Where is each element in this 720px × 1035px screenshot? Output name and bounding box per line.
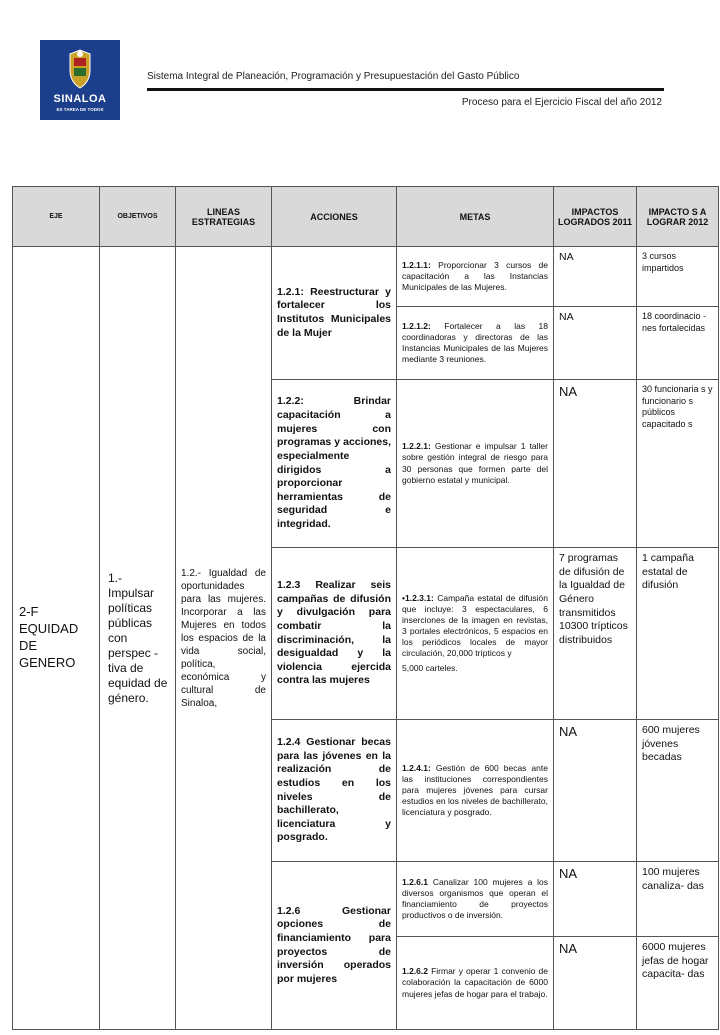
meta-text: Campaña estatal de difusión que incluye: 3 espectaculares, 6 inserciones de la imagen en revistas, 3 portales electrónicos, 5 espacios en los periódicos locales de mayor circulación, 20,000 trípticos y	[402, 592, 548, 659]
logrado-cell: NA	[554, 247, 637, 307]
eje-cell: 2-F EQUIDAD DE GENERO	[13, 247, 100, 1030]
meta-cell	[397, 307, 554, 380]
lograr-cell: 1 campaña estatal de difusión	[637, 548, 719, 720]
header-objetivos: OBJETIVOS	[100, 187, 176, 247]
meta-text: Firmar y operar 1 convenio de colaboración la capacitación de 6000 mujeres jefas de hogar para el trabajo.	[402, 966, 548, 999]
table-row	[13, 247, 719, 307]
meta-cell	[397, 380, 554, 548]
lograr-cell: 6000 mujeres jefas de hogar capacita- das	[637, 937, 719, 1030]
planning-table	[12, 186, 719, 1030]
meta-cell	[397, 720, 554, 862]
objetivo-cell: 1.- Impulsar políticas públicas con perspec -tiva de equidad de género.	[100, 247, 176, 1030]
meta-id: 1.2.6.1	[402, 876, 428, 887]
logrado-cell: NA	[554, 937, 637, 1030]
logrado-cell: NA	[554, 380, 637, 548]
meta-text: Gestión de 600 becas ante las instituciones correspondientes para mujeres jóvenes para cursar estudios en los niveles de bachillerato, licenciatura y posgrado.	[402, 762, 548, 818]
meta-text-2: 5,000 carteles.	[402, 663, 458, 674]
meta-text: Canalizar 100 mujeres a los diversos organismos que operan el financiamiento de proyectos productivos o de inversión.	[402, 876, 548, 921]
meta-id: 1.2.1.2:	[402, 320, 431, 331]
meta-id: 1.2.2.1:	[402, 441, 431, 452]
meta-cell	[397, 548, 554, 720]
table-header-row	[13, 187, 719, 247]
meta-text: Fortalecer a las 18 coordinadoras y directoras de las Instancias Municipales de las Mujeres mediante 3 reuniones.	[402, 320, 548, 365]
header-metas: METAS	[397, 187, 554, 247]
logrado-line-2: 10300 trípticos distribuidos	[559, 620, 628, 646]
lograr-cell: 600 mujeres jóvenes becadas	[637, 720, 719, 862]
meta-cell	[397, 862, 554, 937]
accion-cell: 1.2.2: Brindar capacitación a mujeres con programas y acciones, especialmente dirigidos a proporcionar herramientas de seguridad e integridad.	[272, 380, 397, 548]
logrado-cell: NA	[554, 862, 637, 937]
accion-cell: 1.2.3 Realizar seis campañas de difusión y divulgación para combatir la discriminación, la desigualdad y la violencia ejercida contra las mujeres	[272, 548, 397, 720]
meta-id: 1.2.4.1:	[402, 762, 431, 773]
lograr-cell: 100 mujeres canaliza- das	[637, 862, 719, 937]
header-divider	[147, 88, 664, 91]
header-logrados: IMPACTOS LOGRADOS 2011	[554, 187, 637, 247]
accion-cell: 1.2.4 Gestionar becas para las jóvenes en la realización de estudios en los niveles de bachillerato, licenciatura y posgrado.	[272, 720, 397, 862]
logo-tagline: ES TAREA DE TODOS	[56, 107, 104, 112]
linea-cell: 1.2.- Igualdad de oportunidades para las mujeres. Incorporar a las Mujeres en todos los espacios de la vida social, política, económica y cultural de Sinaloa,	[176, 247, 272, 1030]
meta-cell	[397, 247, 554, 307]
accion-cell: 1.2.6 Gestionar opciones de financiamiento para proyectos de inversión operados por mujeres	[272, 862, 397, 1030]
meta-id: •1.2.3.1:	[402, 592, 434, 603]
meta-text: Gestionar e impulsar 1 taller sobre gestión integral de riesgo para 30 personas que formen parte del gobierno estatal y municipal.	[402, 441, 548, 485]
header-acciones: ACCIONES	[272, 187, 397, 247]
meta-id: 1.2.1.1:	[402, 259, 431, 270]
logrado-cell: NA	[554, 720, 637, 862]
system-title: Sistema Integral de Planeación, Programación y Presupuestación del Gasto Público	[147, 71, 520, 82]
sinaloa-coat-of-arms-icon	[64, 48, 96, 90]
header-lograr: IMPACTO S A LOGRAR 2012	[637, 187, 719, 247]
logo-name: SINALOA	[53, 93, 107, 105]
sinaloa-logo	[40, 40, 120, 120]
accion-cell: 1.2.1: Reestructurar y fortalecer los Institutos Municipales de la Mujer	[272, 247, 397, 380]
logrado-cell	[554, 548, 637, 720]
header-eje: EJE	[13, 187, 100, 247]
meta-text: Proporcionar 3 cursos de capacitación a las Instancias Municipales de las Mujeres.	[402, 259, 548, 293]
process-title: Proceso para el Ejercicio Fiscal del año 2012	[461, 97, 662, 108]
header-lineas: LINEAS ESTRATEGIAS	[176, 187, 272, 247]
lograr-cell: 3 cursos impartidos	[637, 247, 719, 307]
logrado-line-1: 7 programas de difusión de la Igualdad de Género transmitidos	[559, 552, 625, 619]
logrado-cell: NA	[554, 307, 637, 380]
lograr-cell: 30 funcionaria s y funcionario s públicos capacitado s	[637, 380, 719, 548]
meta-cell	[397, 937, 554, 1030]
lograr-cell: 18 coordinacio - nes fortalecidas	[637, 307, 719, 380]
meta-id: 1.2.6.2	[402, 966, 428, 977]
